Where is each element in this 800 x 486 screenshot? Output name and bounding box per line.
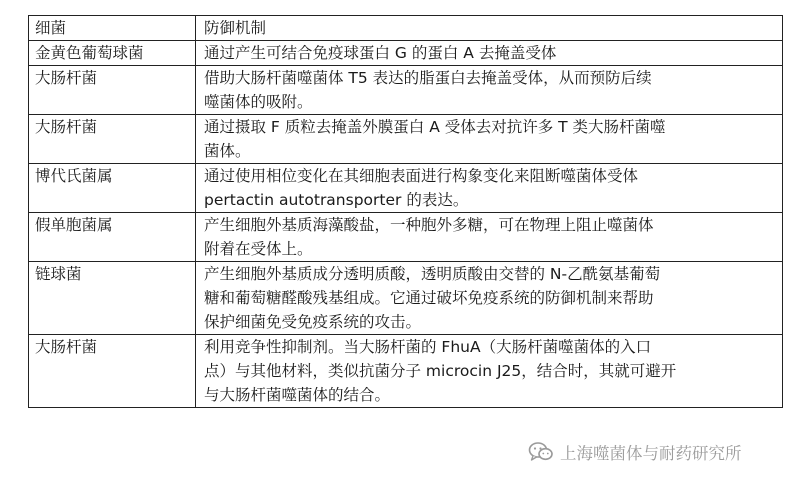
bacterium-cell: 博代氏菌属 — [29, 164, 196, 213]
header-bacterium: 细菌 — [29, 16, 196, 41]
mechanism-cell — [196, 335, 783, 408]
mechanism-line: 通过产生可结合免疫球蛋白 G 的蛋白 A 去掩盖受体 — [204, 44, 557, 62]
mechanism-line: 噬菌体的吸附。 — [204, 93, 313, 111]
mechanism-line: 糖和葡萄糖醛酸残基组成。它通过破坏免疫系统的防御机制来帮助 — [204, 289, 654, 307]
mechanism-line: 利用竞争性抑制剂。当大肠杆菌的 FhuA（大肠杆菌噬菌体的入口 — [204, 338, 652, 356]
table-row — [29, 66, 783, 115]
mechanism-line: 产生细胞外基质成分透明质酸，透明质酸由交替的 N-乙酰氨基葡萄 — [204, 265, 661, 283]
mechanism-line: 产生细胞外基质海藻酸盐，一种胞外多糖，可在物理上阻止噬菌体 — [204, 216, 654, 234]
mechanism-cell — [196, 213, 783, 262]
table-row — [29, 115, 783, 164]
mechanism-line: 菌体。 — [204, 142, 251, 160]
watermark — [528, 440, 742, 464]
mechanism-cell — [196, 164, 783, 213]
mechanism-line: 点）与其他材料，类似抗菌分子 microcin J25，结合时，其就可避开 — [204, 362, 677, 380]
table-row — [29, 213, 783, 262]
mechanism-cell — [196, 66, 783, 115]
watermark-text: 上海噬菌体与耐药研究所 — [560, 444, 742, 463]
table-row — [29, 262, 783, 335]
bacterium-cell: 链球菌 — [29, 262, 196, 335]
table-header-row — [29, 16, 783, 41]
mechanism-line: 保护细菌免受免疫系统的攻击。 — [204, 313, 422, 331]
bacterium-cell: 大肠杆菌 — [29, 335, 196, 408]
wechat-icon — [528, 441, 554, 463]
mechanism-line: 附着在受体上。 — [204, 240, 313, 258]
mechanism-line: 通过摄取 F 质粒去掩盖外膜蛋白 A 受体去对抗许多 T 类大肠杆菌噬 — [204, 118, 666, 136]
mechanism-line: pertactin autotransporter 的表达。 — [204, 191, 469, 209]
mechanism-cell — [196, 41, 783, 66]
mechanism-cell — [196, 115, 783, 164]
table-row — [29, 164, 783, 213]
header-mechanism: 防御机制 — [196, 16, 783, 41]
table-row — [29, 335, 783, 408]
bacteria-defense-table — [28, 15, 783, 408]
mechanism-line: 与大肠杆菌噬菌体的结合。 — [204, 386, 391, 404]
mechanism-line: 通过使用相位变化在其细胞表面进行构象变化来阻断噬菌体受体 — [204, 167, 639, 185]
table-row — [29, 41, 783, 66]
bacterium-cell: 大肠杆菌 — [29, 66, 196, 115]
mechanism-cell — [196, 262, 783, 335]
mechanism-line: 借助大肠杆菌噬菌体 T5 表达的脂蛋白去掩盖受体，从而预防后续 — [204, 69, 652, 87]
bacterium-cell: 假单胞菌属 — [29, 213, 196, 262]
bacterium-cell: 大肠杆菌 — [29, 115, 196, 164]
bacterium-cell: 金黄色葡萄球菌 — [29, 41, 196, 66]
